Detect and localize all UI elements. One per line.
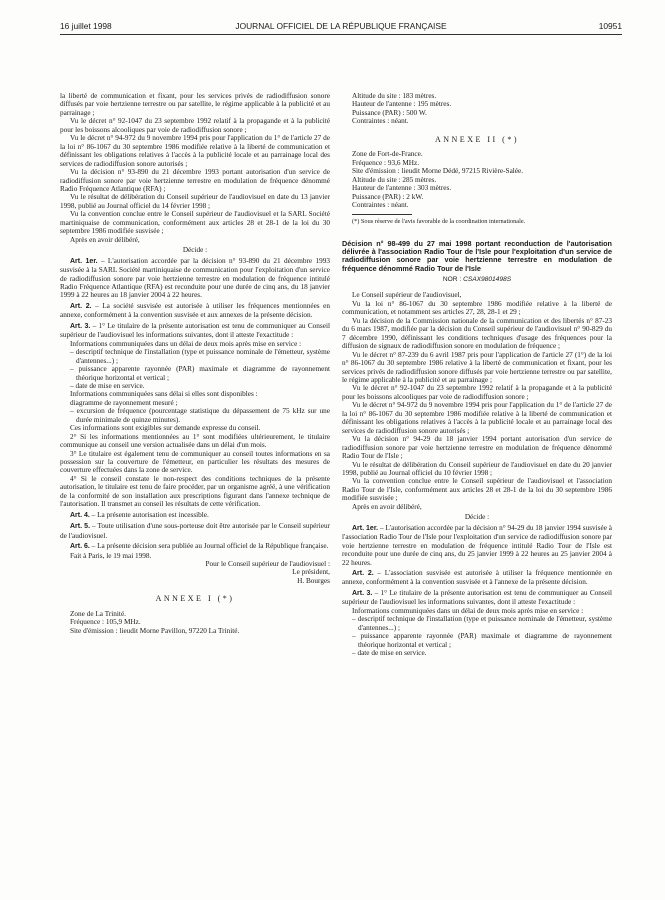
paragraph: Vu le décret n° 94-972 du 9 novembre 1994 pris pour l'application du 1° de l'article 27 de la loi n° 86-1067 du 30 septembre 1986 modifiée relative à la liberté de communication et définissant les obligations relatives à l'accès à la publicité locale et au parrainage local des services de radiodiffusion sonore autorisés ; [60, 134, 330, 168]
article-text: – L'autorisation accordée par la décision n° 94-29 du 18 janvier 1994 susvisée à l'association Radio Tour de l'Isle pour l'exploitation d'un service de radiodiffusion sonore par voie hertzienne terrestre en modulation de fréquence intitulé Radio Tour de l'Isle est reconduite pour une durée de cinq ans, du 25 janvier 1999 à 22 heures au 25 janvier 2004 à 22 heures. [342, 523, 612, 567]
list-item: diagramme de rayonnement mesuré ; [70, 398, 178, 407]
article-text: – 1° Le titulaire de la présente autorisation est tenu de communiquer au Conseil supérieur de l'audiovisuel les informations suivantes, dont il atteste l'exactitude : [342, 588, 612, 607]
signature-line: Le président, [292, 568, 330, 577]
footnote: (*) Sous réserve de l'avis favorable de la coordination internationale. [352, 218, 526, 226]
paragraph: Hauteur de l'antenne : 195 mètres. [352, 100, 452, 109]
header-date: 16 juillet 1998 [60, 21, 112, 31]
paragraph: Ces informations sont exigibles sur demande expresse du conseil. [70, 424, 261, 433]
annex-heading: ANNEXE II (*) [434, 134, 520, 144]
paragraph: 4° Si le conseil constate le non-respect des conditions techniques de la présente autorisation, le titulaire est tenu de faire procéder, par un organisme agréé, à une vérification de la conformité de son installation aux prescriptions figurant dans l'annexe technique de l'autorisation. Il transmet au conseil les résultats de cette vérification. [60, 474, 330, 509]
paragraph: Après en avoir délibéré, [70, 235, 140, 244]
header-page-number: 10951 [598, 21, 622, 31]
article-paragraph [60, 302, 330, 320]
decision-heading: Décide : [182, 246, 208, 255]
paragraph: Vu le résultat de délibération du Conseil supérieur de l'audiovisuel en date du 13 janvier 1998, publié au Journal officiel du 14 février 1998 ; [60, 193, 330, 210]
paragraph: Contraintes : néant. [352, 117, 409, 126]
nor-code: CSAX9801498S [463, 276, 512, 284]
signature-line: H. Bourges [297, 576, 330, 585]
paragraph: Vu le décret n° 87-239 du 6 avril 1987 pris pour l'application de l'article 27 (1°) de la loi n° 86-1067 du 30 septembre 1986 relative à la liberté de communication et fixant, pour les services privés de radiodiffusion sonore diffusés par voie hertzienne terrestre ou par satellite, le régime applicable à la publicité et au parrainage ; [342, 350, 612, 384]
annex-heading: ANNEXE I (*) [155, 594, 235, 604]
article-text: – La présente autorisation est incessible. [89, 510, 209, 519]
article-label: Art. 5. [70, 523, 91, 531]
article-text: – L'association susvisée est autorisée à utiliser la fréquence mentionnée en annexe, conformément à la convention susvisée et à l'annexe de la présente décision. [342, 568, 612, 587]
paragraph: Après en avoir délibéré, [352, 502, 422, 511]
article-text: – 1° Le titulaire de la présente autorisation est tenu de communiquer au Conseil supérieur de l'audiovisuel les informations suivantes, dont il atteste l'exactitude : [60, 321, 330, 340]
list-item: – puissance apparente rayonnée (PAR) maximale et diagramme de rayonnement théorique horizontal et vertical ; [352, 632, 612, 649]
paragraph: 2° Si les informations mentionnées au 1° sont modifiées ultérieurement, le titulaire communique au conseil une version actualisée dans un délai d'un mois. [60, 432, 330, 450]
page-header [60, 21, 622, 33]
paragraph: la liberté de communication et fixant, pour les services privés de radiodiffusion sonore diffusés par voie hertzienne terrestre ou par satellite, le régime applicable à la publicité et au parrainage ; [60, 92, 330, 117]
article-paragraph [342, 524, 612, 567]
paragraph: Altitude du site : 285 mètres. [352, 175, 437, 184]
article-label: Art. 1er. [70, 257, 98, 265]
article-paragraph [60, 522, 330, 540]
paragraph: Informations communiquées dans un délai de deux mois après mise en service : [70, 339, 302, 348]
paragraph: 3° Le titulaire est également tenu de communiquer au conseil toutes informations en sa possession sur la couverture de l'émetteur, en particulier les résultats des mesures de couverture effectuées dans la zone de service. [60, 449, 330, 475]
paragraph: Site d'émission : lieudit Morne Pavillon, 97220 La Trinité. [70, 626, 240, 635]
header-journal-title: JOURNAL OFFICIEL DE LA RÉPUBLIQUE FRANÇAISE [235, 21, 447, 31]
paragraph: Zone de Fort-de-France. [352, 150, 423, 159]
article-paragraph [342, 569, 612, 587]
decision-heading: Décide : [464, 513, 490, 522]
paragraph: Vu la décision n° 93-890 du 21 décembre 1993 portant autorisation d'un service de radiodiffusion sonore par voie hertzienne terrestre en modulation de fréquence dénommé Radio Fréquence Atlantique (RFA) ; [60, 168, 330, 193]
article-label: Art. 2. [352, 569, 374, 577]
article-paragraph [60, 257, 330, 300]
paragraph: Puissance (PAR) : 500 W. [352, 108, 427, 117]
article-paragraph [342, 589, 612, 607]
left-column [60, 92, 330, 635]
list-item: – date de mise en service. [352, 649, 427, 658]
footnote-rule [352, 214, 412, 215]
paragraph: Vu la décision n° 94-29 du 18 janvier 1994 portant autorisation d'un service de radiodiffusion sonore par voie hertzienne terrestre en modulation de fréquence dénommé Radio Tour de l'Isle ; [342, 435, 612, 461]
list-item: – excursion de fréquence (pourcentage statistique du dépassement de 75 kHz sur une durée minimale de quinze minutes). [70, 407, 330, 424]
paragraph: Fait à Paris, le 19 mai 1998. [70, 551, 152, 560]
header-rule [60, 34, 622, 35]
paragraph: Contraintes : néant. [352, 200, 409, 209]
article-text: – Toute utilisation d'une sous-porteuse doit être autorisée par le Conseil supérieur de l'audiovisuel. [60, 522, 330, 540]
article-paragraph [60, 511, 330, 520]
decision-title: Décision n° 98-499 du 27 mai 1998 portant reconduction de l'autorisation délivrée à l'association Radio Tour de l'Isle pour l'exploitation d'un service de radiodiffusion sonore par voie hertzienne terrestre en modulation de fréquence dénommé Radio Tour de l'Isle [342, 238, 612, 273]
paragraph: Vu la loi n° 86-1067 du 30 septembre 1986 modifiée relative à la liberté de communication, et notamment ses articles 27, 28, 28-1 et 29 ; [342, 299, 612, 317]
list-item: – date de mise en service. [70, 381, 145, 390]
paragraph: Site d'émission : lieudit Morne Dédé, 97215 Rivière-Salée. [352, 167, 524, 176]
article-label: Art. 6. [70, 543, 90, 551]
article-label: Art. 3. [70, 322, 91, 330]
right-column [342, 92, 612, 658]
paragraph: Vu le décret n° 92-1047 du 23 septembre 1992 relatif à la propagande et à la publicité pour les boissons alcooliques par voie de radiodiffusion sonore ; [342, 384, 612, 401]
list-item: – puissance apparente rayonnée (PAR) maximale et diagramme de rayonnement théorique horizontal et vertical ; [70, 365, 330, 382]
article-label: Art. 2. [70, 302, 92, 310]
paragraph: Vu la convention conclue entre le Conseil supérieur de l'audiovisuel et l'association Radio Tour de l'Isle, conformément aux articles 28 et 28-1 de la loi du 30 septembre 1986 modifiée susvisée ; [342, 477, 612, 503]
article-label: Art. 3. [352, 589, 373, 597]
paragraph: Fréquence : 93,6 MHz. [352, 158, 420, 167]
paragraph: Vu la convention conclue entre le Conseil supérieur de l'audiovisuel et la SARL Société martiniquaise de communication, conformément aux articles 28 et 28-1 de la loi du 30 septembre 1986 modifiée susvisée ; [60, 210, 330, 236]
paragraph: Informations communiquées dans un délai de deux mois après mise en service : [352, 606, 584, 615]
article-label: Art. 1er. [352, 524, 379, 532]
paragraph: Vu le décret n° 94-972 du 9 novembre 1994 pris pour l'application du 1° de l'article 27 de la loi n° 86-1067 du 30 septembre 1986 modifiée relative à la liberté de communication et définissant les obligations relatives à l'accès à la publicité locale et au parrainage local des services de radiodiffusion sonore autorisés ; [342, 401, 612, 435]
article-text: – La présente décision sera publiée au Journal officiel de la République française. [89, 542, 329, 551]
paragraph: Vu la décision de la Commission nationale de la communication et des libertés n° 87-23 du 6 mars 1987, modifiée par la décision du Conseil supérieur de l'audiovisuel n° 90-829 du 7 décembre 1990, définissant les conditions techniques d'usage des fréquences pour la diffusion de signaux de radiodiffusion sonore en modulation de fréquence ; [342, 316, 612, 351]
paragraph: Puissance (PAR) : 2 kW. [352, 192, 424, 201]
article-paragraph [60, 322, 330, 340]
paragraph: Hauteur de l'antenne : 303 mètres. [352, 184, 452, 193]
paragraph: Vu le résultat de délibération du Conseil supérieur de l'audiovisuel en date du 20 janvier 1998, publié au Journal officiel du 10 février 1998 ; [342, 460, 612, 477]
list-item: – descriptif technique de l'installation (type et puissance nominale de l'émetteur, système d'antennes...) ; [70, 348, 330, 365]
paragraph: Informations communiquées sans délai si elles sont disponibles : [70, 390, 258, 399]
paragraph: Altitude du site : 183 mètres. [352, 92, 437, 100]
article-label: Art. 4. [70, 511, 90, 519]
article-paragraph [60, 542, 330, 551]
article-text: – La société susvisée est autorisée à utiliser les fréquences mentionnées en annexe, conformément à la convention susvisée et aux annexes de la présente décision. [60, 301, 330, 320]
article-text: – L'autorisation accordée par la décision n° 93-890 du 21 décembre 1993 susvisée à la SARL Société martiniquaise de communication pour l'exploitation d'un service de radiodiffusion sonore par voie hertzienne terrestre en modulation de fréquence intitulé Radio Fréquence Atlantique (RFA) est reconduite pour une durée de cinq ans, du 18 janvier 1999 à 22 heures au 18 janvier 2004 à 22 heures. [60, 256, 330, 300]
paragraph: Fréquence : 105,9 MHz. [70, 618, 141, 627]
nor-reference [342, 276, 612, 284]
nor-label: NOR : [442, 276, 464, 284]
signature-line: Pour le Conseil supérieur de l'audiovisuel : [205, 560, 330, 569]
paragraph: Vu le décret n° 92-1047 du 23 septembre 1992 relatif à la propagande et à la publicité pour les boissons alcooliques par voie de radiodiffusion sonore ; [60, 117, 330, 134]
paragraph: Le Conseil supérieur de l'audiovisuel, [352, 291, 462, 300]
paragraph: Zone de La Trinité. [70, 609, 126, 618]
list-item: – descriptif technique de l'installation (type et puissance nominale de l'émetteur, système d'antennes...) ; [352, 615, 612, 632]
